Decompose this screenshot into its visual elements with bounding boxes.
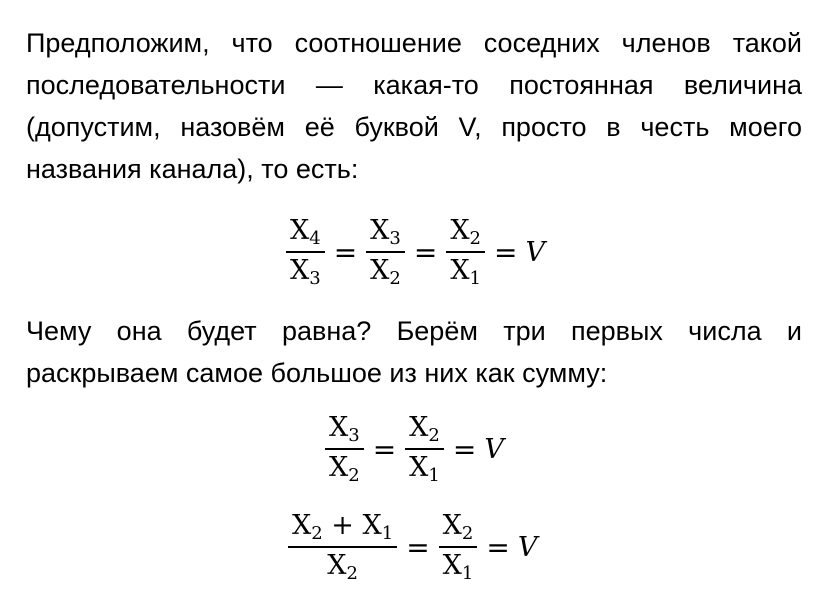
fraction-bar [405, 448, 444, 450]
fraction-bar [366, 251, 405, 253]
denominator: $X_2$ [370, 255, 401, 289]
equation-ratio-chain [283, 215, 545, 289]
numerator: $X_2 + X_1$ [292, 510, 394, 544]
fraction-x2-over-x1 [446, 215, 485, 289]
fraction-x3-over-x2 [366, 215, 405, 289]
denominator: $X_1$ [442, 550, 474, 584]
variable-v: V [525, 236, 545, 268]
equals-sign: = [486, 530, 510, 564]
equation-sum-ratio [285, 510, 537, 584]
fraction-x3-over-x2 [325, 412, 364, 486]
numerator: $X_4$ [290, 215, 321, 249]
denominator: $X_1$ [409, 452, 440, 486]
equation-two-ratios [322, 412, 504, 486]
fraction-bar [325, 448, 364, 450]
numerator: $X_2$ [450, 215, 481, 249]
equals-sign: = [333, 235, 358, 269]
denominator: $X_1$ [450, 255, 481, 289]
denominator: $X_3$ [290, 255, 321, 289]
variable-v: V [517, 531, 538, 563]
numerator: $X_3$ [329, 412, 360, 446]
equals-sign: = [372, 432, 397, 466]
numerator: $X_3$ [370, 215, 401, 249]
fraction-bar [286, 251, 325, 253]
equals-sign: = [494, 235, 518, 269]
fraction-bar [288, 546, 397, 548]
equals-sign: = [413, 235, 438, 269]
variable-v: V [484, 433, 504, 465]
paragraph-intro: Предположим, что соотношение соседних членов такой последовательности — какая-то постоянная величина (допустим, назовём её буквой V, просто в честь моего названия канала), то есть: [26, 28, 802, 184]
equals-sign: = [406, 530, 430, 564]
fraction-sum-over-x2 [288, 510, 397, 584]
fraction-x2-over-x1 [405, 412, 444, 486]
equals-sign: = [452, 432, 477, 466]
fraction-x2-over-x1 [439, 510, 478, 584]
fraction-bar [439, 546, 478, 548]
fraction-bar [446, 251, 485, 253]
numerator: $X_2$ [409, 412, 440, 446]
numerator: $X_2$ [442, 510, 474, 544]
denominator: $X_2$ [329, 452, 360, 486]
paragraph-question: Чему она будет равна? Берём три первых числа и раскрываем самое большое из них как сумму: [26, 316, 802, 388]
fraction-x4-over-x3 [286, 215, 325, 289]
denominator: $X_2$ [327, 550, 358, 584]
